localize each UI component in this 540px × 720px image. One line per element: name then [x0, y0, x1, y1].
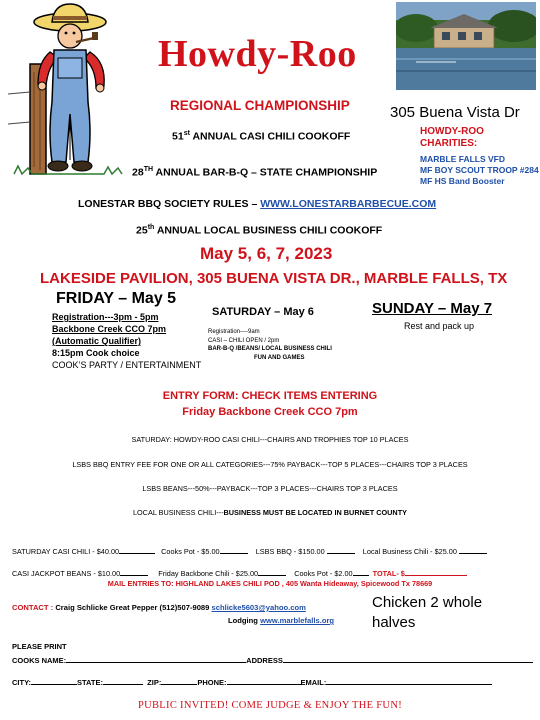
phone-field[interactable]: [227, 676, 301, 685]
venue-address: 305 Buena Vista Dr: [390, 104, 520, 121]
lodging-website-link[interactable]: www.marblefalls.org: [260, 616, 335, 625]
sunday-heading: SUNDAY – May 7: [372, 300, 493, 317]
total-label: TOTAL- $: [372, 569, 405, 578]
zip-field[interactable]: [161, 676, 197, 685]
entry-line-lsbs-beans: LSBS BEANS---50%---PAYBACK---TOP 3 PLACES---CHAIRS TOP 3 PLACES: [142, 484, 398, 493]
lakeside-pavilion-photo: [396, 2, 536, 90]
fee-jackpot-beans-blank[interactable]: [120, 567, 148, 576]
contact-email-link[interactable]: schlicke5603@yahoo.com: [211, 603, 306, 612]
fee-lsbs-bbq-blank[interactable]: [327, 545, 355, 554]
lonestar-rules-line: LONESTAR BBQ SOCIETY RULES – WWW.LONESTARBARBECUE.COM: [78, 198, 437, 210]
footer-invitation: PUBLIC INVITED! COME JUDGE & ENJOY THE FUN!: [137, 700, 402, 711]
cooks-name-field[interactable]: [66, 654, 246, 663]
email-field[interactable]: [326, 676, 492, 685]
lonestar-website-link[interactable]: WWW.LONESTARBARBECUE.COM: [260, 198, 437, 210]
sunday-schedule: Rest and pack up: [404, 321, 475, 331]
saturday-schedule: Registration----9am CASI – CHILI OPEN / 2pm BAR-B-Q /BEANS/ LOCAL BUSINESS CHILI FUN AND GAMES: [208, 329, 332, 361]
saturday-heading: SATURDAY – May 6: [212, 306, 314, 318]
fee-friday-backbone-chili: Friday Backbone Chili - $25.00: [158, 569, 259, 578]
charity-item: MARBLE FALLS VFD: [420, 154, 505, 164]
event-title: Howdy-Roo: [158, 33, 357, 75]
fees-row-2: [12, 567, 467, 578]
entry-form-subheading: Friday Backbone Creek CCO 7pm: [182, 406, 358, 418]
charities-list: [420, 154, 539, 187]
charities-heading: HOWDY-ROO CHARITIES:: [420, 126, 484, 149]
fee-friday-backbone-blank[interactable]: [258, 567, 286, 576]
fee-casi-chili: SATURDAY CASI CHILI - $40.00: [12, 547, 120, 556]
bbq-state-championship-line: 28TH ANNUAL BAR-B-Q – STATE CHAMPIONSHIP: [132, 166, 378, 179]
event-location: LAKESIDE PAVILION, 305 BUENA VISTA DR., MARBLE FALLS, TX: [40, 270, 508, 287]
total-blank[interactable]: [405, 567, 467, 576]
fee-casi-chili-blank[interactable]: [119, 545, 155, 554]
state-field[interactable]: [103, 676, 143, 685]
local-business-chili-line: 25th ANNUAL LOCAL BUSINESS CHILI COOKOFF: [136, 224, 383, 237]
address-field[interactable]: [283, 654, 533, 663]
farmer-cartoon-illustration: [8, 2, 126, 180]
fee-jackpot-beans: CASI JACKPOT BEANS - $10.00: [12, 569, 121, 578]
entry-form-heading: ENTRY FORM: CHECK ITEMS ENTERING: [162, 390, 378, 402]
regional-championship-heading: REGIONAL CHAMPIONSHIP: [170, 98, 350, 113]
fees-row-1: [12, 545, 487, 556]
charity-item: MF BOY SCOUT TROOP #284: [420, 165, 539, 175]
fee-cooks-pot-2-blank[interactable]: [353, 567, 369, 576]
chicken-halves-note: Chicken 2 whole halves: [372, 594, 483, 631]
fee-local-business-chili-blank[interactable]: [459, 545, 487, 554]
event-dates: May 5, 6, 7, 2023: [200, 244, 333, 263]
entry-line-lsbs-bbq: LSBS BBQ ENTRY FEE FOR ONE OR ALL CATEGORIES---75% PAYBACK---TOP 5 PLACES---CHAIRS TOP 3 PLACES: [72, 460, 468, 469]
friday-heading: FRIDAY – May 5: [56, 290, 177, 307]
fee-lsbs-bbq: LSBS BBQ - $150.00: [255, 547, 325, 556]
mail-entries-address: MAIL ENTRIES TO: HIGHLAND LAKES CHILI POD , 405 Wanta Hideaway, Spicewood Tx 78669: [107, 579, 433, 588]
contact-details-row: CITY: STATE: ZIP: PHONE: EMAIL:: [12, 676, 492, 687]
please-print-label: PLEASE PRINT: [12, 642, 67, 651]
fee-cooks-pot-2: Cooks Pot - $2.00: [294, 569, 353, 578]
charity-item: MF HS Band Booster: [420, 176, 505, 186]
friday-schedule: Registration---3pm - 5pm Backbone Creek CCO 7pm (Automatic Qualifier) 8:15pm Cook choice COOK’S PARTY / ENTERTAINMENT: [52, 312, 202, 370]
city-field[interactable]: [31, 676, 77, 685]
fee-local-business-chili: Local Business Chili - $25.00: [362, 547, 457, 556]
contact-line: CONTACT : Craig Schlicke Great Pepper (512)507-9089 schlicke5603@yahoo.com: [12, 603, 306, 612]
lodging-line: Lodging www.marblefalls.org: [228, 616, 335, 625]
cooks-name-row: COOKS NAME: ADDRESS: [12, 654, 533, 665]
fee-cooks-pot: Cooks Pot - $5.00: [161, 547, 220, 556]
entry-line-local-business-chili: LOCAL BUSINESS CHILI---BUSINESS MUST BE LOCATED IN BURNET COUNTY: [132, 508, 408, 517]
fee-cooks-pot-blank[interactable]: [220, 545, 248, 554]
casi-chili-cookoff-line: 51st ANNUAL CASI CHILI COOKOFF: [172, 130, 351, 143]
entry-line-casi-chili: SATURDAY: HOWDY-ROO CASI CHILI---CHAIRS AND TROPHIES TOP 10 PLACES: [131, 435, 409, 444]
